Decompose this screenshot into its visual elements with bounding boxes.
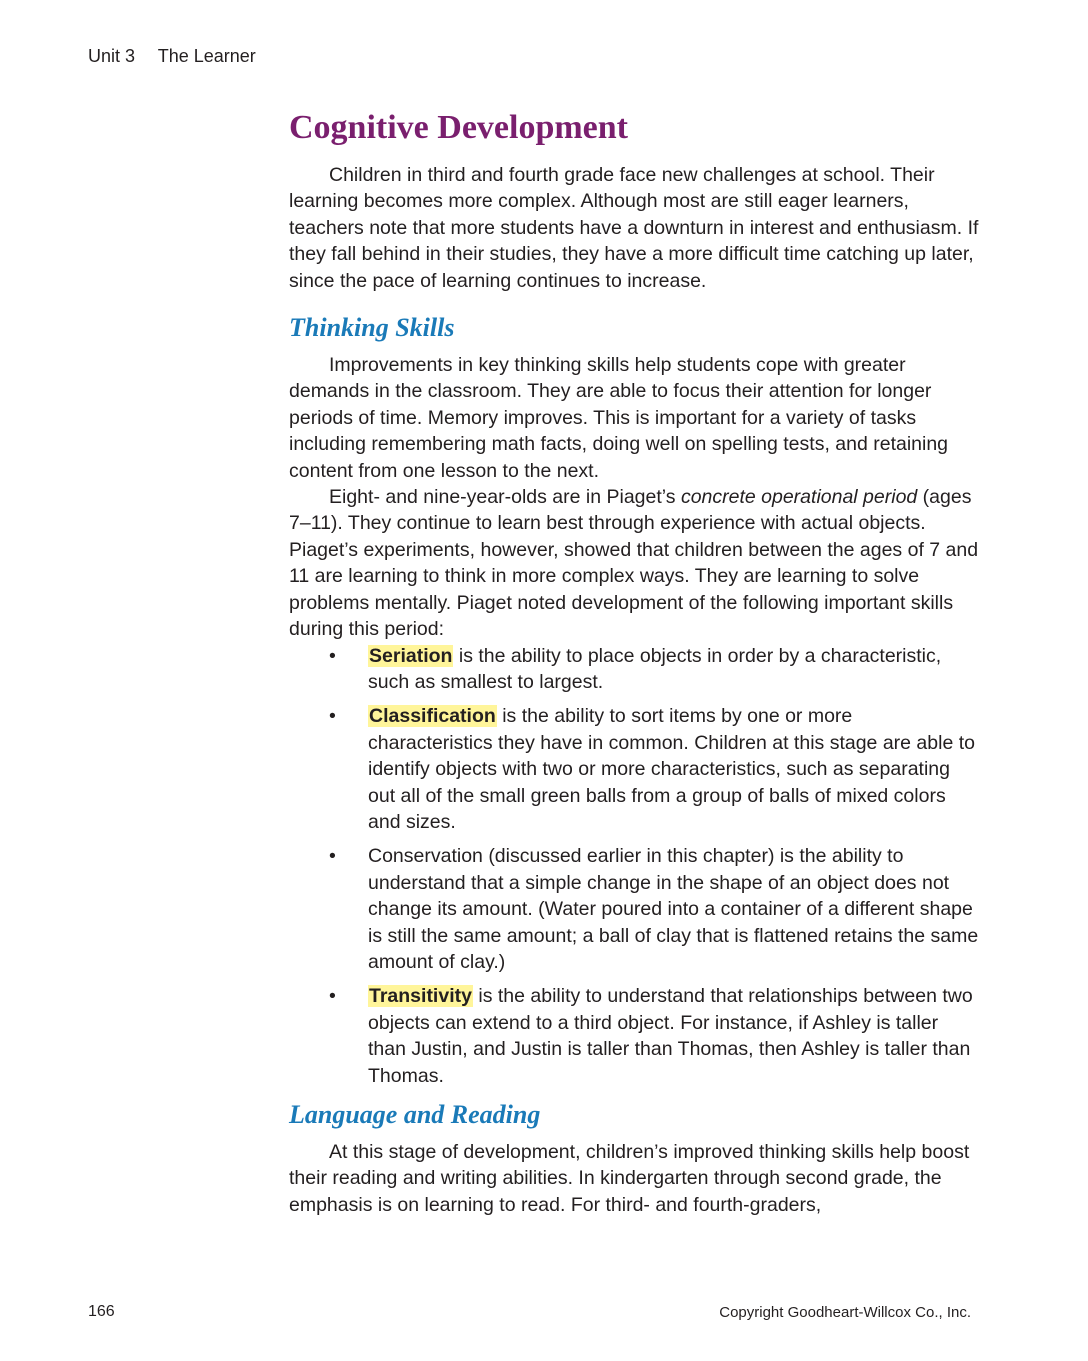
page-title: Cognitive Development: [289, 109, 629, 146]
list-item-text: is the ability to place objects in order by a characteristic, such as smallest to largest.: [368, 644, 942, 693]
thinking-skills-paragraph-1: Improvements in key thinking skills help students cope with greater demands in the classroom. They are able to focus their attention for longer periods of time. Memory improves. This is important for a variety of tasks including remembering math facts, doing well on spelling tests, and retaining content from one lesson to the next.: [289, 354, 949, 482]
list-item-seriation: [289, 643, 979, 696]
heading-language-reading: Language and Reading: [289, 1100, 541, 1129]
list-item-text: Conservation (discussed earlier in this chapter) is the ability to understand that a simple change in the shape of an object does not change its amount. (Water poured into a container of a different shape is still the same amount; a ball of clay that is flattened retains the same amount of clay.): [368, 845, 979, 973]
list-item-classification: [289, 703, 979, 835]
term-seriation: Seriation: [369, 644, 453, 667]
list-item-text: is the ability to understand that relationships between two objects can extend to a third object. For instance, if Ashley is taller than Justin, and Justin is taller than Thomas, then Ashley is taller than Thomas.: [368, 985, 973, 1087]
skills-bullet-list: [289, 643, 979, 1090]
bullet-glyph: •: [329, 705, 336, 728]
heading-thinking-skills: Thinking Skills: [289, 313, 455, 343]
intro-paragraph: Children in third and fourth grade face new challenges at school. Their learning becomes more complex. Although most are still eager learners, teachers note that more students have a downturn in interest and enthusiasm. If they fall behind in their studies, they have a more difficult time catching up later, since the pace of learning continues to increase.: [289, 164, 979, 292]
p2-text-start: Eight- and nine-year-olds are in Piaget’s: [329, 486, 681, 509]
p2-italic-term: concrete operational period: [680, 486, 918, 509]
language-reading-paragraph: At this stage of development, children’s improved thinking skills help boost their reading and writing abilities. In kindergarten through second grade, the emphasis is on learning to read. For third- and fourth-graders,: [289, 1141, 970, 1216]
list-item-conservation: [289, 843, 979, 975]
term-classification: Classification: [369, 705, 496, 728]
p2-text-end: (ages 7–11). They continue to learn best through experience with actual objects. Piaget’s experiments, however, showed that children between the ages of 7 and 11 are learning to think in more complex ways. They are learning to solve problems mentally. Piaget noted development of the following important skills during this period:: [289, 486, 979, 641]
list-item-transitivity: [289, 983, 979, 1089]
copyright-notice: Copyright Goodheart-Willcox Co., Inc.: [719, 1304, 971, 1321]
thinking-skills-paragraph-2: [289, 484, 979, 642]
running-head: [88, 46, 256, 67]
bullet-glyph: •: [329, 845, 336, 868]
list-item-text: is the ability to sort items by one or more characteristics they have in common. Children at this stage are able to identify objects with two or more characteristics, such as separating out all of the small green balls from a group of balls of mixed colors and sizes.: [368, 705, 975, 833]
page-number: 166: [88, 1303, 115, 1320]
bullet-glyph: •: [329, 985, 336, 1008]
bullet-glyph: •: [329, 644, 336, 667]
main-content: [289, 104, 979, 1218]
running-head-title: The Learner: [157, 46, 256, 66]
term-transitivity: Transitivity: [369, 985, 472, 1008]
running-head-unit: Unit 3: [88, 46, 136, 66]
